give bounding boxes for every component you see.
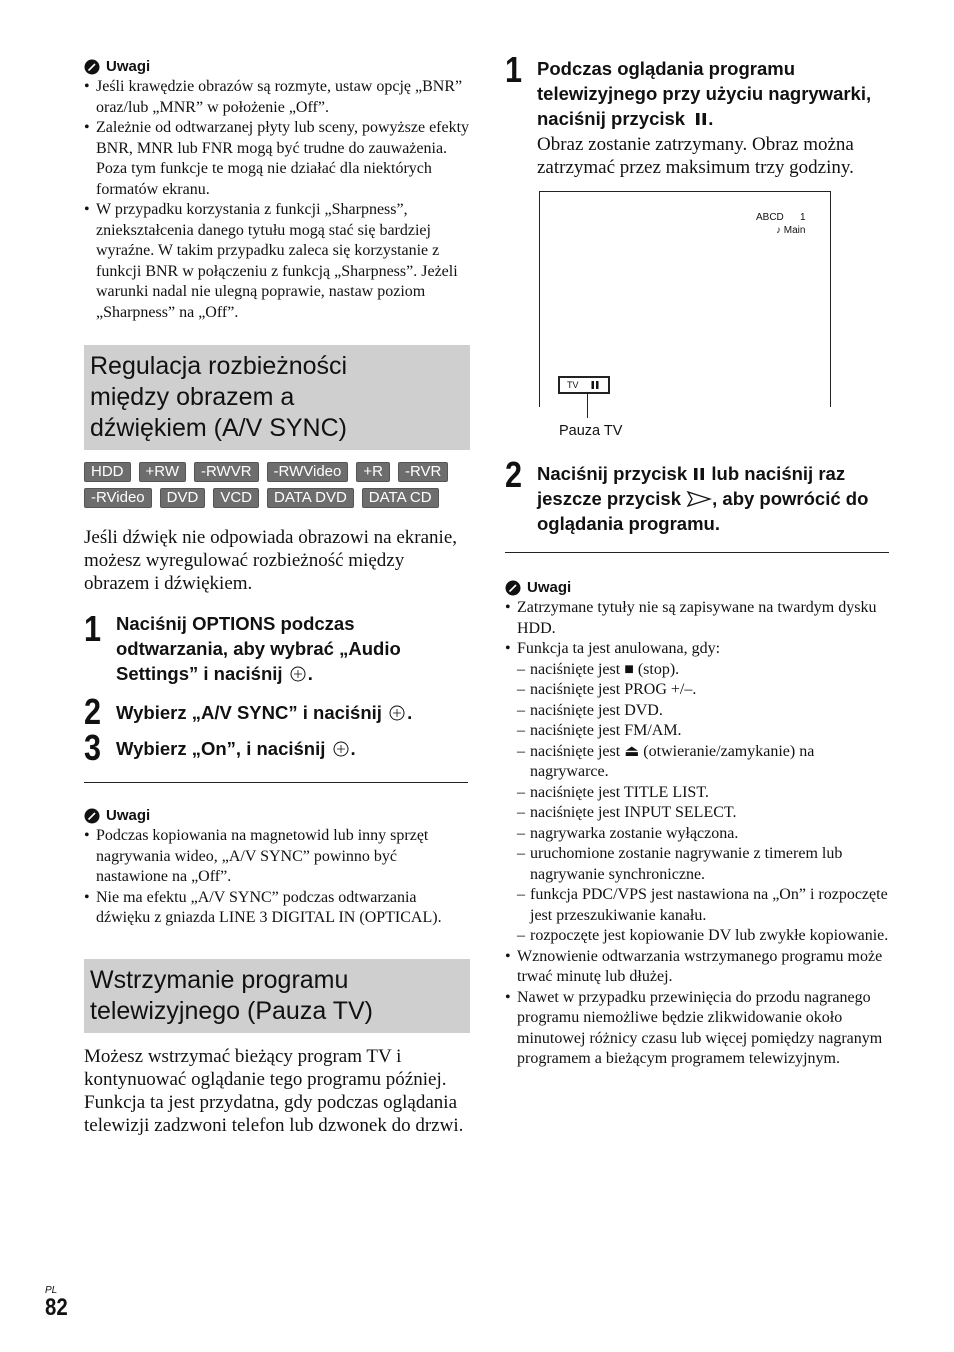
language-label: PL [45, 1285, 58, 1296]
disc-badge: DATA DVD [267, 488, 354, 508]
disc-badge: VCD [213, 488, 259, 508]
section-title-line: Wstrzymanie programu [90, 965, 349, 994]
enter-button-icon [389, 705, 405, 721]
list-item [505, 639, 889, 947]
step-text-end: . [307, 663, 313, 684]
callout-label: Pauza TV [559, 423, 623, 439]
audio-indicator: ♪ Main [776, 225, 806, 236]
pause-icon [694, 112, 708, 126]
pause-indicator [558, 376, 610, 394]
section-heading-pauza-tv [84, 959, 470, 1033]
channel-number: 1 [800, 212, 806, 223]
step-number: 3 [84, 727, 102, 768]
intro-text-2: Możesz wstrzymać bieżący program TV i kontynuować oglądanie tego programu później. Funkcja ta jest przydatna, gdy podczas oglądania telewizji zadzwoni telefon lub dzwonek do drzwi. [84, 1045, 464, 1136]
step-text: Naciśnij przycisk [537, 463, 688, 484]
disc-badge: +R [356, 462, 390, 482]
note-list [84, 77, 470, 323]
section-title-line: dźwiękiem (A/V SYNC) [90, 414, 347, 442]
step-text: Wybierz „On”, i naciśnij [116, 738, 326, 759]
step-item [505, 49, 889, 179]
divider [84, 782, 468, 783]
sub-list-item: – naciśnięte jest ⏏ (otwieranie/zamykanie) na nagrywarce. [517, 742, 889, 783]
sub-list-item: – naciśnięte jest TITLE LIST. [517, 783, 889, 804]
disc-badge: DVD [160, 488, 206, 508]
right-column [505, 49, 889, 1070]
list-item: • Zatrzymane tytuły nie są zapisywane na twardym dysku HDD. [505, 598, 889, 639]
step-text: Naciśnij OPTIONS podczas odtwarzania, aby wybrać „Audio Settings” i naciśnij [116, 613, 401, 684]
channel-name: ABCD [756, 212, 784, 223]
disc-badge: -RWVideo [267, 462, 349, 482]
note-block-3 [505, 579, 889, 1070]
enter-button-icon [333, 741, 349, 757]
section-heading-av-sync [84, 345, 470, 450]
disc-badges [84, 462, 464, 508]
tv-label: TV [567, 380, 579, 390]
play-icon [686, 491, 712, 507]
cancel-conditions-list [517, 660, 889, 947]
callout-line [587, 394, 588, 418]
sub-list-item: – naciśnięte jest ■ (stop). [517, 660, 889, 681]
step-text-end: . [350, 738, 356, 759]
step-number: 1 [505, 49, 523, 90]
disc-badge-hdd: HDD [84, 462, 131, 482]
section-title-line: między obrazem a [90, 383, 295, 411]
sub-list-item: – rozpoczęte jest kopiowanie DV lub zwykłe kopiowanie. [517, 926, 889, 947]
sub-list-item: – naciśnięte jest INPUT SELECT. [517, 803, 889, 824]
pause-icon [591, 381, 599, 389]
note-list [84, 826, 470, 929]
list-item: • Zależnie od odtwarzanej płyty lub sceny, powyższe efekty BNR, MNR lub FNR mogą być trudne do zauważenia. Poza tym funkcje te mogą nie działać dla niektórych formatów ekranu. [84, 118, 470, 200]
note-heading: Uwagi [106, 58, 151, 75]
page-footer [45, 1285, 72, 1320]
disc-badge: DATA CD [362, 488, 439, 508]
step-text: Wybierz „A/V SYNC” i naciśnij [116, 702, 382, 723]
note-icon [84, 59, 100, 75]
list-item: • Jeśli krawędzie obrazów są rozmyte, ustaw opcję „BNR” oraz/lub „MNR” w położenie „Off”. [84, 77, 470, 118]
disc-badge: +RW [139, 462, 186, 482]
page-number: 82 [45, 1294, 68, 1321]
step-text-end: . [708, 108, 714, 129]
disc-badge: -RVR [398, 462, 448, 482]
disc-badge: -RVideo [84, 488, 152, 508]
step-number: 2 [505, 454, 523, 495]
step-number: 2 [84, 691, 102, 732]
divider [505, 552, 889, 553]
sub-list-item: – naciśnięte jest PROG +/–. [517, 680, 889, 701]
sub-list-item: – nagrywarka zostanie wyłączona. [517, 824, 889, 845]
step-item [84, 691, 470, 732]
sub-list-item: – uruchomione zostanie nagrywanie z timerem lub nagrywanie synchroniczne. [517, 844, 889, 885]
steps-list [84, 608, 470, 768]
sub-list-item: – naciśnięte jest FM/AM. [517, 721, 889, 742]
list-item: • Nawet w przypadku przewinięcia do przodu nagranego programu niemożliwe będzie zlikwidowanie około minutowej różnicy czasu lub więcej pomiędzy nagranym programem a bieżącym programem telewizyjnym. [505, 988, 889, 1070]
step-text: Podczas oglądania programu telewizyjnego przy użyciu nagrywarki, naciśnij przycisk [537, 58, 872, 129]
note-heading: Uwagi [527, 579, 572, 596]
list-item: • W przypadku korzystania z funkcji „Sharpness”, zniekształcenia danego tytułu mogą stać się bardziej wyraźne. W takim przypadku zaleca się korzystanie z funkcji BNR w połączeniu z funkcją „Sharpness”. Jeżeli warunki nadal nie ulegną poprawie, nastaw poziom „Sharpness” na „Off”. [84, 200, 470, 323]
tv-screen-illustration [539, 191, 831, 407]
left-column [84, 58, 470, 1137]
section-title-line: Regulacja rozbieżności [90, 352, 348, 380]
section-title-line: telewizyjnego (Pauza TV) [90, 996, 374, 1025]
step-item [84, 727, 470, 768]
sub-list-item: – naciśnięte jest DVD. [517, 701, 889, 722]
note-heading: Uwagi [106, 807, 151, 824]
step-number: 1 [84, 608, 102, 649]
note-icon [505, 580, 521, 596]
list-item-text: Funkcja ta jest anulowana, gdy: [517, 640, 721, 657]
pause-icon [692, 467, 706, 481]
list-item: • Podczas kopiowania na magnetowid lub inny sprzęt nagrywania wideo, „A/V SYNC” powinno być nastawione na „Off”. [84, 826, 470, 888]
step-text: , aby powrócić do oglądania programu. [537, 488, 869, 534]
step-text: lub naciśnij raz jeszcze przycisk [537, 463, 846, 509]
sub-list-item: – funkcja PDC/VPS jest nastawiona na „On” i rozpoczęte jest przeszukiwanie kanału. [517, 885, 889, 926]
step-item [505, 454, 889, 536]
list-item: • Wznowienie odtwarzania wstrzymanego programu może trwać minutę lub dłużej. [505, 947, 889, 988]
note-block-2 [84, 807, 470, 929]
note-icon [84, 808, 100, 824]
disc-badge: -RWVR [194, 462, 259, 482]
list-item: • Nie ma efektu „A/V SYNC” podczas odtwarzania dźwięku z gniazda LINE 3 DIGITAL IN (OPTICAL). [84, 888, 470, 929]
step-text-end: . [407, 702, 413, 723]
enter-button-icon [290, 666, 306, 682]
intro-text: Jeśli dźwięk nie odpowiada obrazowi na ekranie, możesz wyregulować rozbieżność między obrazem i dźwiękiem. [84, 527, 458, 594]
note-block-1 [84, 58, 470, 323]
step-item [84, 608, 470, 686]
note-list [505, 598, 889, 1070]
step-body: Obraz zostanie zatrzymany. Obraz można zatrzymać przez maksimum trzy godziny. [537, 134, 854, 178]
